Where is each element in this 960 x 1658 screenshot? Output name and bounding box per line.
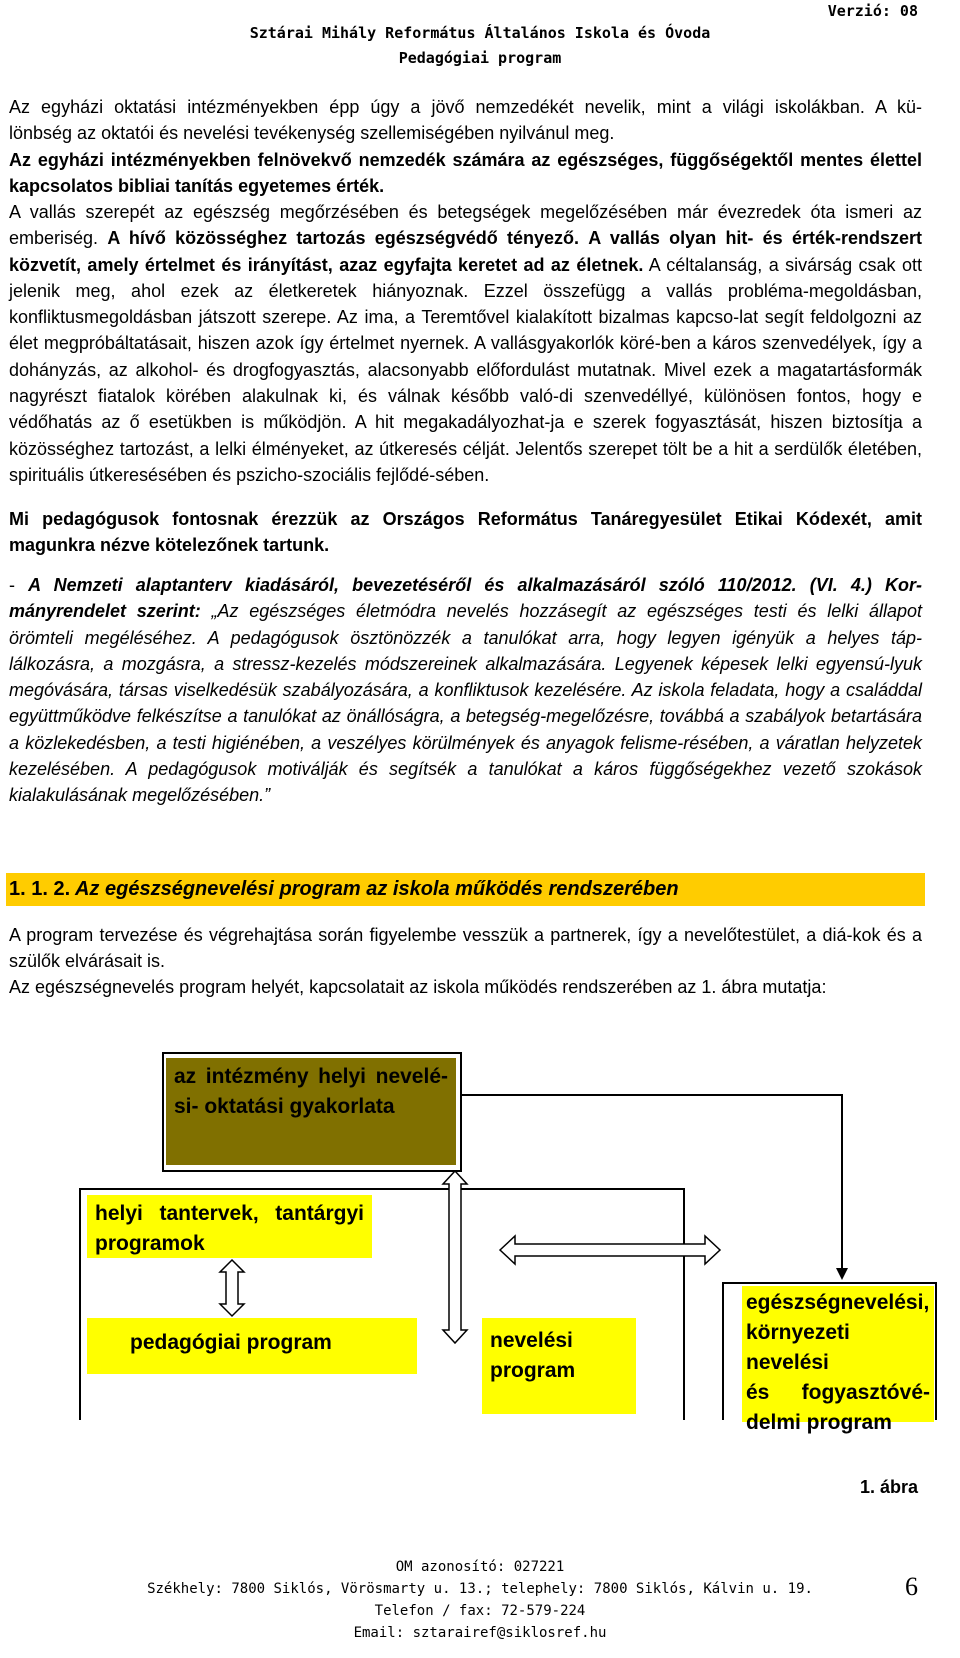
education-line-2: program: [490, 1359, 576, 1382]
paragraph-biblical-teaching: Az egyházi intézményekben felnövekvő nemzedék számára az egészséges, függőségektől mentes élettel kapcsolatos bibliai tanítás egyetemes érték.: [9, 150, 922, 197]
community-protection-text: A hívő közösséghez tartozás egészségvédő tényező.: [107, 228, 580, 249]
document-title: Pedagógiai program: [398, 49, 562, 67]
curricula-box: [87, 1195, 372, 1258]
figure-caption: 1. ábra: [860, 1477, 919, 1497]
footer-address: Székhely: 7800 Siklós, Vörösmarty u. 13.; telephely: 7800 Siklós, Kálvin u. 19.: [147, 1581, 813, 1597]
curricula-line-1: helyi tantervek, tantárgyi: [95, 1202, 364, 1225]
value-system-text: A vallás olyan hit- és érték-rendszert közvetít, amely értelmet és irányítást, azaz egyfajta keretet ad az életnek.: [9, 228, 922, 275]
decree-quote: „Az egészséges életmódra nevelés hozzásegít az egészséges testi és lelki állapot örömteli megéléséhez. A pedagógusok ösztönözzék a tanulókat arra, hogy legyen igényük a helyes táp-lálkozásra, a mozgásra, a stressz-kezelés módszereinek alkalmazására. Legyenek képesek lelki egyensú-lyuk megóvására, társas viselkedésük szabályozására, a konfliktusok kezelésére. Az iskola feladata, hogy a családdal együttműködve felkészítse a tanulókat az önállóságra, a betegség-megelőzésre, továbbá a szabályok betartására a közlekedésben, a testi higiénében, a veszélyes körülmények és anyagok felisme-résében, a váratlan helyzetek kezelésében. A pedagógusok motiválják és segítsék a tanulókat a káros függőségekhez vezető szokások kialakulásának megelőzésében.”: [9, 601, 922, 806]
practice-line-1: az intézmény helyi nevelé-: [174, 1065, 448, 1088]
double-arrow-small: [220, 1260, 244, 1316]
section-number: 1. 1. 2.: [9, 878, 71, 900]
section-heading: [6, 873, 925, 906]
version-label: Verzió: 08: [827, 2, 918, 20]
system-diagram: [0, 1000, 960, 1434]
page-number: 6: [905, 1572, 918, 1601]
paragraph-partners: A program tervezése és végrehajtása során figyelembe vesszük a partnerek, így a nevelőtestület, a diá-kok és a szülők elvárásait is.: [9, 925, 922, 972]
health-box: [742, 1286, 934, 1434]
health-line-4: delmi program: [746, 1411, 892, 1434]
health-line-2: környezeti nevelési: [746, 1321, 850, 1374]
footer-email: Email: sztarairef@siklosref.hu: [353, 1625, 607, 1641]
education-box: [482, 1318, 636, 1414]
practice-line-2: si- oktatási gyakorlata: [174, 1095, 395, 1118]
section-title: Az egészségnevelési program az iskola működés rendszerében: [74, 878, 679, 900]
health-line-1: egészségnevelési,: [746, 1291, 930, 1314]
list-dash: -: [9, 575, 29, 595]
paragraph-intro: [9, 94, 922, 147]
paragraph-line: Az egyházi oktatási intézményekben épp úgy a jövő nemzedékét nevelik, mint a világi iskolákban. A kü-: [9, 97, 922, 117]
religion-effects-text: A céltalanság, a sivárság csak ott jelenik meg, ahol ezek az életkeretek hiányoznak. Ezzel összefügg a vallás probléma-megoldásban, konfliktusmegoldásban játszott szerepe. Az ima, a Teremtővel kialakított bizalmas kapcso-lat segít feldolgozni az élet megpróbáltatásait, hiszen azok így értelmet nyernek. A vallásgyakorlók köré-ben a káros szenvedélyek, így a dohányzás, az alkohol- és drogfogyasztás, alacsonyabb előfordulást mutatnak. Mivel ezek a magatartásformák nagyrészt fiatalok körében alakulnak ki, és válnak később való-di szenvedéllyé, különösen fontos, hogy e védőhatás az ő esetükben is működjön. A hit megakadályozhat-ja e szerek fogyasztását, hiszen biztosítja a közösséghez tartozást, a lelki élményeket, az útkeresés célját. Jelentős szerepet tölt be a hit a serdülők életében, spirituális útkeresésében és pszicho-szociális fejlődé-sében.: [9, 254, 922, 485]
religion-history-text: A vallás szerepét az egészség megőrzésében és betegségek megelőzésében már évezredek óta ismeri az emberiség.: [9, 202, 922, 249]
pedagogical-box: pedagógiai program: [87, 1318, 417, 1374]
footer-om: OM azonosító: 027221: [395, 1559, 565, 1575]
footer-phone: Telefon / fax: 72-579-224: [374, 1603, 586, 1619]
practice-box: [166, 1058, 456, 1165]
paragraph-religion-role: [9, 199, 922, 488]
paragraph-figure-reference: Az egészségnevelés program helyét, kapcsolatait az iskola működés rendszerében az 1. ábra mutatja:: [9, 977, 827, 997]
school-name: Sztárai Mihály Református Általános Iskola és Óvoda: [249, 24, 711, 42]
education-line-1: nevelési: [490, 1329, 573, 1352]
paragraph-line: lönbség az oktatói és nevelési tevékenység szellemiségében nyilvánul meg.: [9, 123, 615, 144]
double-arrow-vertical: [443, 1171, 467, 1343]
curricula-line-2: programok: [95, 1232, 205, 1255]
paragraph-ethics-code: Mi pedagógusok fontosnak érezzük az Országos Református Tanáregyesület Etikai Kódexét, amit magunkra nézve kötelezőnek tartunk.: [9, 509, 922, 556]
paragraph-nat-quote: [9, 572, 922, 809]
decree-reference: A Nemzeti alaptanterv kiadásáról, bevezetéséről és alkalmazásáról szóló 110/2012. (VI. 4.) Kor-mányrendelet szerint:: [9, 575, 922, 622]
double-arrow-horizontal: [500, 1236, 720, 1264]
health-line-3: és fogyasztóvé-: [746, 1381, 930, 1404]
